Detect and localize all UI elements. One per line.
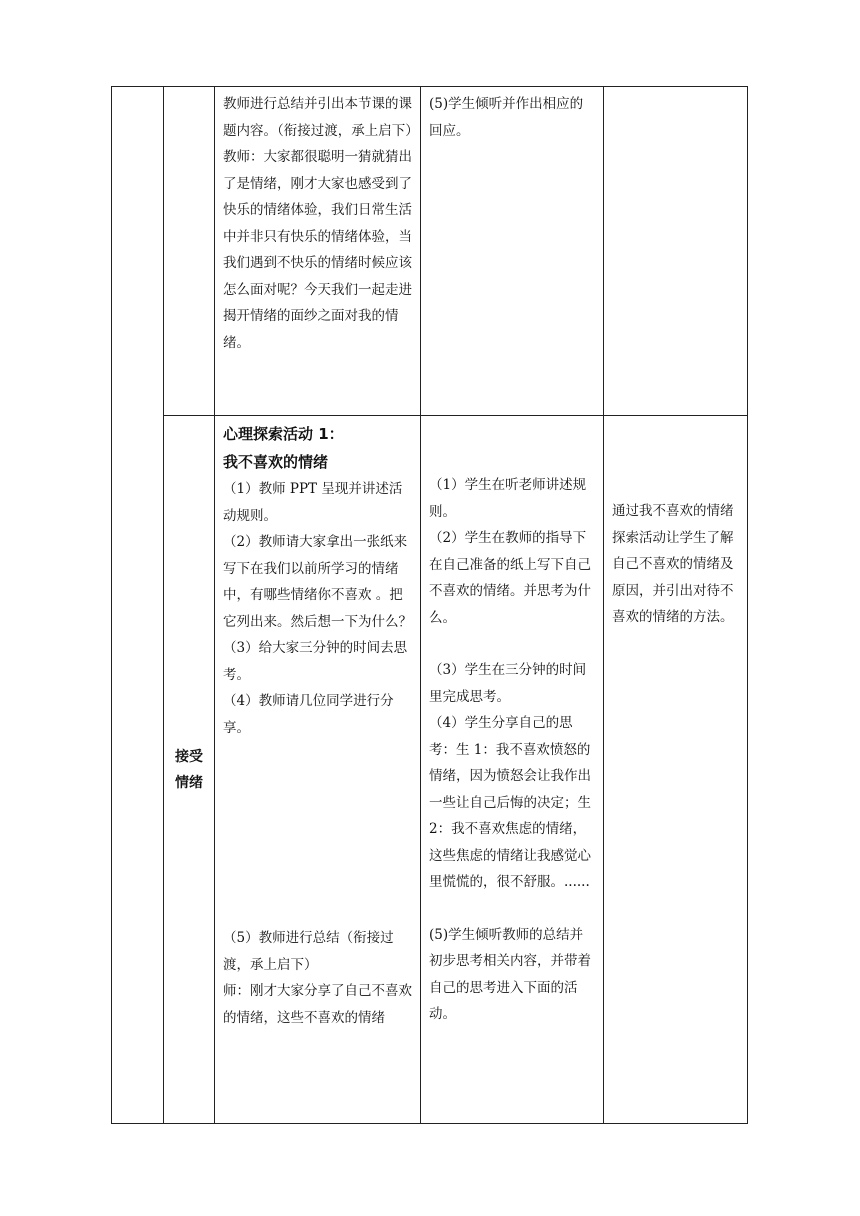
student-paragraph: （3）学生在三分钟的时间里完成思考。	[429, 662, 587, 705]
lesson-plan-page	[111, 86, 747, 1123]
teacher-paragraph: （2）教师请大家拿出一张纸来写下在我们以前所学习的情绪中，有哪些情绪你不喜欢 。把它列出来。然后想一下为什么？	[223, 534, 412, 630]
table-row	[112, 87, 748, 416]
teacher-paragraph: （4）教师请几位同学进行分享。	[223, 693, 394, 736]
student-paragraph: （1）学生在听老师讲述规则。	[429, 477, 587, 520]
teacher-paragraph: （1）教师 PPT 呈现并讲述活动规则。	[223, 481, 403, 524]
section-label: 接受	[175, 748, 203, 765]
section-label-cell	[164, 87, 215, 416]
teacher-activity-cell	[215, 416, 421, 1124]
student-paragraph: （4）学生分享自己的思考：生 1：我不喜欢愤怒的情绪，因为愤怒会让我作出一些让自己后悔的决定；生 2：我不喜欢焦虑的情绪，这些焦虑的情绪让我感觉心里慌慌的，很不舒服。......	[429, 715, 591, 890]
student-paragraph: (5)学生倾听并作出相应的回应。	[429, 96, 584, 139]
design-intent-text: 通过我不喜欢的情绪探索活动让学生了解自己不喜欢的情绪及原因，并引出对待不喜欢的情绪的方法。	[612, 503, 734, 625]
stage-column-cell	[112, 87, 164, 1124]
teacher-paragraph: （5）教师进行总结（衔接过渡，承上启下）	[223, 930, 394, 973]
student-paragraph: (5)学生倾听教师的总结并初步思考相关内容，并带着自己的思考进入下面的活动。	[429, 926, 591, 1022]
teacher-paragraph: 教师：大家都很聪明一猜就猜出了是情绪，刚才大家也感受到了快乐的情绪体验，我们日常生活中并非只有快乐的情绪体验，当我们遇到不快乐的情绪时候应该怎么面对呢？今天我们一起走进揭开情绪的面纱之面对我的情绪。	[223, 149, 412, 351]
teacher-activity-cell	[215, 87, 421, 416]
table-row	[112, 416, 748, 1124]
lesson-plan-table	[111, 86, 748, 1124]
activity-title: 我不喜欢的情绪	[223, 453, 329, 471]
student-activity-cell	[421, 87, 604, 416]
teacher-paragraph: 教师进行总结并引出本节课的课题内容。（衔接过渡，承上启下）	[223, 96, 419, 139]
design-intent-cell	[604, 416, 748, 1124]
student-paragraph: （2）学生在教师的指导下在自己准备的纸上写下自己不喜欢的情绪。并思考为什么。	[429, 530, 591, 626]
section-label-cell	[164, 416, 215, 1124]
teacher-paragraph: 师：刚才大家分享了自己不喜欢的情绪，这些不喜欢的情绪	[223, 983, 412, 1026]
teacher-paragraph: （3）给大家三分钟的时间去思考。	[223, 640, 408, 683]
design-intent-cell	[604, 87, 748, 416]
student-activity-cell	[421, 416, 604, 1124]
activity-heading: 心理探索活动 1：	[223, 425, 344, 443]
section-label: 情绪	[175, 774, 203, 791]
